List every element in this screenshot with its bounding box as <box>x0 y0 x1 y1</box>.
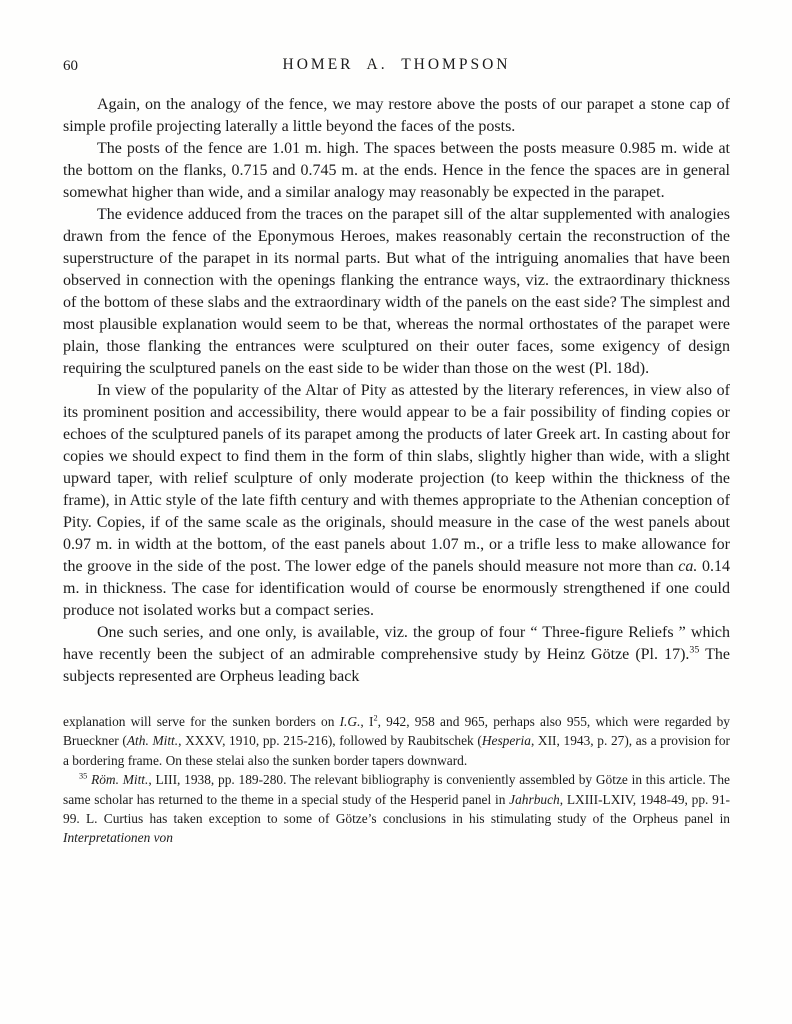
body-paragraph <box>63 94 730 138</box>
superscript-number: 35 <box>689 644 700 656</box>
text-run: , XXXV, 1910, pp. 215-216), followed by Raubitschek ( <box>178 733 482 749</box>
italic-text: Ath. Mitt. <box>126 733 179 749</box>
text-run: One such series, and one only, is available, viz. the group of four “ Three-figure Reliefs ” which have recently been the subject of an admirable comprehensive study by Heinz Götze (Pl. 17). <box>63 624 730 663</box>
italic-text: Interpretationen von <box>63 830 173 846</box>
body-paragraph <box>63 380 730 622</box>
italic-text: Jahrbuch <box>509 791 560 807</box>
text-run: Again, on the analogy of the fence, we may restore above the posts of our parapet a stone cap of simple profile projecting laterally a little beyond the faces of the posts. <box>63 96 730 135</box>
text-run: , 942, 958 and 965, perhaps also 955, which were regarded by Brueckner ( <box>63 714 731 749</box>
body-text <box>63 94 730 688</box>
footnote-paragraph <box>63 770 730 848</box>
body-paragraph <box>63 204 730 380</box>
italic-text: I.G. <box>339 714 361 729</box>
text-run: , LIII, 1938, pp. 189-280. The relevant bibliography is conveniently assembled by Götze in this article. The same scholar has returned to the theme in a special study of the Hesperid panel in <box>63 772 730 807</box>
text-run: explanation will serve for the sunken borders on <box>63 714 340 729</box>
text-run: , I <box>360 714 374 729</box>
italic-text: Hesperia <box>481 733 531 749</box>
page-number: 60 <box>63 58 78 74</box>
text-run: The posts of the fence are 1.01 m. high. The spaces between the posts measure 0.985 m. wide at the bottom on the flanks, 0.715 and 0.745 m. at the ends. Hence in the fence the spaces are in general somewhat higher than wide, and a similar analogy may reasonably be expected in the parapet. <box>63 140 730 201</box>
text-run: The subjects represented are Orpheus leading back <box>63 646 731 685</box>
text-run: , XII, 1943, p. 27), as a provision for a bordering frame. On these stelai also the sunken border tapers downward. <box>63 733 730 768</box>
text-run: 0.14 m. in thickness. The case for identification would of course be enormously strengthened if one could produce not isolated works but a compact series. <box>63 558 730 619</box>
text-run: , LXIII-LXIV, 1948-49, pp. 91-99. L. Curtius has taken exception to some of Götze’s conclusions in his stimulating study of the Orpheus panel in <box>63 791 730 827</box>
footnotes <box>63 712 730 848</box>
page-header <box>63 56 730 78</box>
body-paragraph <box>63 622 730 688</box>
running-title: HOMER A. THOMPSON <box>282 56 511 73</box>
italic-text: ca. <box>678 558 698 575</box>
text-run: In view of the popularity of the Altar of Pity as attested by the literary references, in view also of its prominent position and accessibility, there would appear to be a fair possibility of finding copies or echoes of the sculptured panels of its parapet among the products of later Greek art. In casting about for copies we should expect to find them in the form of thin slabs, slightly higher than wide, with a slight upward taper, with relief sculpture of only moderate projection (to keep within the thickness of the frame), in Attic style of the late fifth century and with themes appropriate to the Athenian conception of Pity. Copies, if of the same scale as the originals, should measure in the case of the west panels about 0.97 m. in width at the bottom, of the east panels about 1.07 m., or a trifle less to make allowance for the groove in the side of the post. The lower edge of the panels should measure not more than <box>63 382 730 575</box>
footnote-paragraph <box>63 712 730 770</box>
text-run: The evidence adduced from the traces on the parapet sill of the altar supplemented with analogies drawn from the fence of the Eponymous Heroes, makes reasonably certain the reconstruction of the superstructure of the parapet in its normal parts. But what of the intriguing anomalies that have been observed in connection with the openings flanking the entrance ways, viz. the extraordinary thickness of the bottom of these slabs and the extraordinary width of the panels on the east side? The simplest and most plausible explanation would seem to be that, whereas the normal orthostates of the parapet were plain, those flanking the entrances were sculptured on their outer faces, some exigency of design requiring the sculptured panels on the east side to be wider than those on the west (Pl. 18d). <box>63 206 730 377</box>
superscript-number: 2 <box>373 713 378 723</box>
body-paragraph <box>63 138 730 204</box>
superscript-number: 35 <box>79 771 88 781</box>
italic-text: Röm. Mitt. <box>91 772 149 788</box>
